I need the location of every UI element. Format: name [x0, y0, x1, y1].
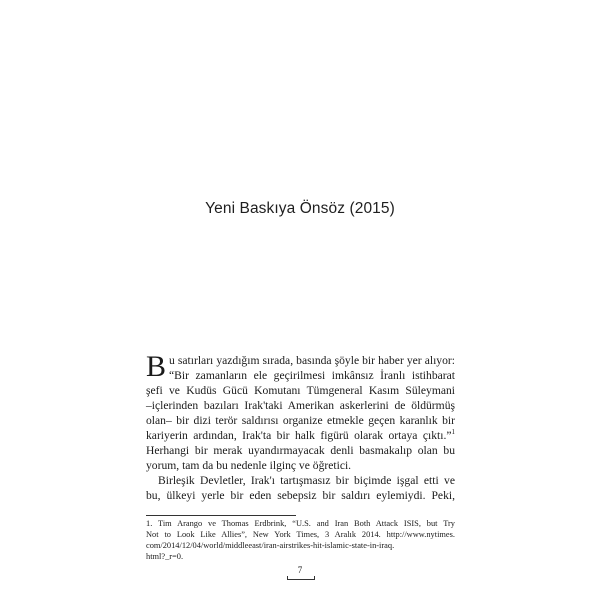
- chapter-title: Yeni Baskıya Önsöz (2015): [205, 200, 395, 217]
- body-line-10: bu, ülkeyi yerle bir eden sebepsiz bir saldırı eylemiydi. Peki,: [146, 489, 455, 502]
- body-line-2: “Bir zamanların ele geçirilmesi imkânsız İranlı istihbarat: [169, 369, 455, 382]
- footnote-line-1: 1. Tim Arango ve Thomas Erdbrink, “U.S. and Iran Both Attack ISIS, but Try: [146, 519, 455, 528]
- body-line-3: şefi ve Kudüs Gücü Komutanı Tümgeneral Kasım Süleymani: [146, 384, 455, 397]
- footnote-line-2: Not to Look Like Allies”, New York Times, 3 Aralık 2014. http://www.nytimes.: [146, 530, 455, 539]
- footnote-line-3: com/2014/12/04/world/middleeast/iran-airstrikes-hit-islamic-state-in-iraq.: [146, 541, 395, 550]
- body-text: [146, 350, 455, 503]
- footnote-divider: [146, 515, 296, 516]
- body-line-6-text: kariyerin ardından, Irak'ta bir halk figürü olarak ortaya çıktı.”: [146, 429, 452, 442]
- footnote-reference[interactable]: 1: [451, 428, 455, 437]
- body-line-7: Herhangi bir merak uyandırmayacak denli basmakalıp olan bu: [146, 444, 455, 457]
- body-line-6: [146, 428, 455, 443]
- body-line-8: yorum, tam da bu nedenle ilginç ve öğretici.: [146, 459, 352, 472]
- page-number: 7: [297, 565, 303, 575]
- page-number-bracket: [287, 576, 315, 580]
- footnote-line-4: html?_r=0.: [146, 552, 184, 561]
- body-line-9: Birleşik Devletler, Irak'ı tartışmasız bir biçimde işgal etti ve: [158, 474, 455, 487]
- body-line-1: u satırları yazdığım sırada, basında şöyle bir haber yer alıyor:: [169, 354, 455, 367]
- footnotes: [146, 518, 455, 562]
- drop-cap: B: [146, 350, 167, 383]
- body-line-4: –içlerinden bazıları Irak'taki Amerikan askerlerini de öldürmüş: [146, 399, 455, 412]
- body-line-5: olan– bir dizi terör saldırısı organize etmekle geçen karanlık bir: [146, 414, 455, 427]
